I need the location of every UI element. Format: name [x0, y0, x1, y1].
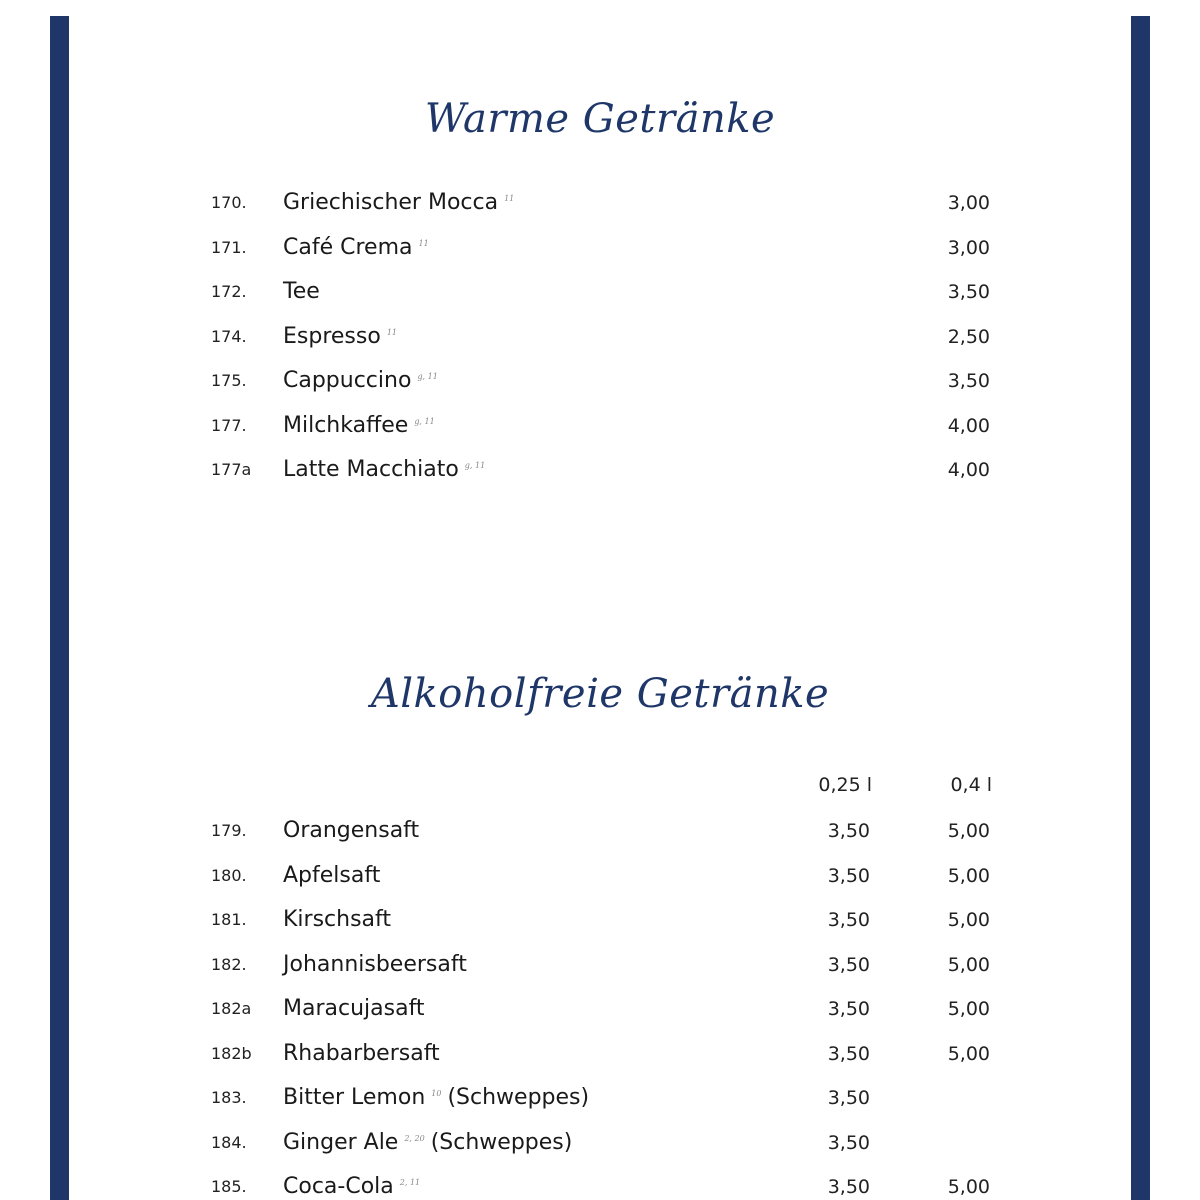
item-additive-note: 11: [386, 327, 397, 337]
item-price: 2,50: [947, 325, 990, 348]
item-number: 185.: [211, 1177, 247, 1196]
item-name-line: [283, 235, 429, 260]
item-name-line: [283, 907, 391, 932]
item-name-line: [283, 952, 467, 977]
item-name-line: [283, 368, 438, 393]
menu-item-row: [0, 190, 1200, 226]
item-name-line: [283, 190, 514, 215]
item-name: Rhabarbersaft: [283, 1040, 440, 1066]
item-name-line: [283, 1085, 589, 1110]
item-additive-note: 10: [431, 1089, 442, 1098]
item-price-small: 3,50: [827, 1087, 870, 1109]
item-name: Milchkaffee: [283, 412, 409, 438]
menu-item-row: [0, 279, 1200, 315]
item-additive-note: 11: [504, 194, 515, 203]
item-number: 184.: [211, 1132, 247, 1152]
menu-item-row: [0, 324, 1200, 360]
item-additive-note: 2, 11: [399, 1178, 421, 1187]
item-name: Cappuccino: [283, 368, 412, 393]
item-number: 170.: [211, 193, 247, 212]
item-name-line: [283, 279, 320, 304]
item-additive-note: g, 11: [414, 416, 435, 426]
item-number: 182a: [211, 999, 252, 1018]
item-price: 3,50: [947, 281, 990, 303]
item-number: 172.: [211, 282, 247, 301]
item-price-large: 5,00: [947, 909, 990, 931]
item-number: 182b: [211, 1043, 252, 1063]
item-price-small: 3,50: [827, 820, 870, 842]
item-brand: (Schweppes): [447, 1085, 590, 1110]
item-price-small: 3,50: [827, 1176, 870, 1198]
menu-item-row: [0, 818, 1200, 854]
item-price: 3,50: [947, 370, 990, 392]
item-name: Griechischer Mocca: [283, 190, 499, 215]
item-name-line: [283, 1174, 420, 1199]
item-number: 183.: [211, 1088, 247, 1107]
item-name: Kirschsaft: [283, 907, 392, 932]
item-additive-note: g, 11: [417, 372, 438, 381]
menu-item-row: [0, 457, 1200, 493]
item-name-line: [283, 1041, 440, 1066]
item-name: Orangensaft: [283, 818, 420, 843]
item-number: 174.: [211, 326, 247, 346]
item-name-line: [283, 324, 397, 349]
item-number: 177a: [211, 460, 252, 479]
item-name-line: [283, 413, 435, 438]
item-number: 177.: [211, 415, 247, 435]
item-name-line: [283, 818, 419, 843]
item-additive-note: 2, 20: [404, 1133, 425, 1143]
item-number: 171.: [211, 237, 247, 257]
item-name: Coca-Cola: [283, 1174, 394, 1199]
item-price: 3,00: [947, 236, 990, 259]
item-price-small: 3,50: [827, 998, 870, 1020]
item-price-small: 3,50: [827, 1042, 870, 1065]
item-number: 180.: [211, 865, 247, 885]
item-brand: (Schweppes): [430, 1129, 573, 1155]
menu-item-row: [0, 1174, 1200, 1200]
item-name-line: [283, 457, 485, 482]
item-name-line: [283, 1130, 572, 1155]
section-title-warm-drinks: Warme Getränke: [424, 96, 776, 142]
item-name: Maracujasaft: [283, 996, 425, 1021]
item-name-line: [283, 996, 425, 1021]
menu-item-row: [0, 952, 1200, 988]
menu-item-row: [0, 413, 1200, 449]
item-name: Johannisbeersaft: [283, 951, 467, 977]
item-price-large: 5,00: [947, 1176, 990, 1198]
menu-item-row: [0, 368, 1200, 404]
item-price-large: 5,00: [947, 820, 990, 842]
menu-item-row: [0, 996, 1200, 1032]
menu-item-row: [0, 863, 1200, 899]
item-price: 4,00: [947, 459, 990, 481]
item-name: Espresso: [283, 323, 381, 349]
item-name: Apfelsaft: [283, 862, 381, 888]
item-additive-note: 11: [418, 238, 429, 248]
item-name: Ginger Ale: [283, 1129, 399, 1155]
menu-item-row: [0, 1041, 1200, 1077]
item-number: 181.: [211, 910, 247, 929]
item-price-large: 5,00: [947, 998, 990, 1020]
item-name: Bitter Lemon: [283, 1085, 426, 1110]
item-price-large: 5,00: [947, 1042, 990, 1065]
menu-item-row: [0, 907, 1200, 943]
item-name: Tee: [283, 279, 320, 304]
item-number: 182.: [211, 954, 247, 974]
item-price: 4,00: [947, 414, 990, 437]
menu-item-row: [0, 1085, 1200, 1121]
item-additive-note: g, 11: [464, 461, 486, 470]
item-name: Café Crema: [283, 234, 413, 260]
column-header-large: 0,4 l: [950, 774, 992, 796]
item-price-small: 3,50: [827, 1131, 870, 1154]
item-price: 3,00: [947, 192, 990, 214]
item-name-line: [283, 863, 380, 888]
section-title-soft-drinks: Alkoholfreie Getränke: [370, 671, 830, 717]
item-name: Latte Macchiato: [283, 457, 459, 482]
menu-item-row: [0, 1130, 1200, 1166]
column-header-small: 0,25 l: [818, 774, 872, 796]
item-price-small: 3,50: [827, 953, 870, 976]
item-number: 179.: [211, 821, 247, 840]
item-price-small: 3,50: [827, 909, 870, 931]
item-price-small: 3,50: [827, 864, 870, 887]
item-price-large: 5,00: [947, 953, 990, 976]
menu-item-row: [0, 235, 1200, 271]
item-price-large: 5,00: [947, 864, 990, 887]
item-number: 175.: [211, 371, 247, 390]
